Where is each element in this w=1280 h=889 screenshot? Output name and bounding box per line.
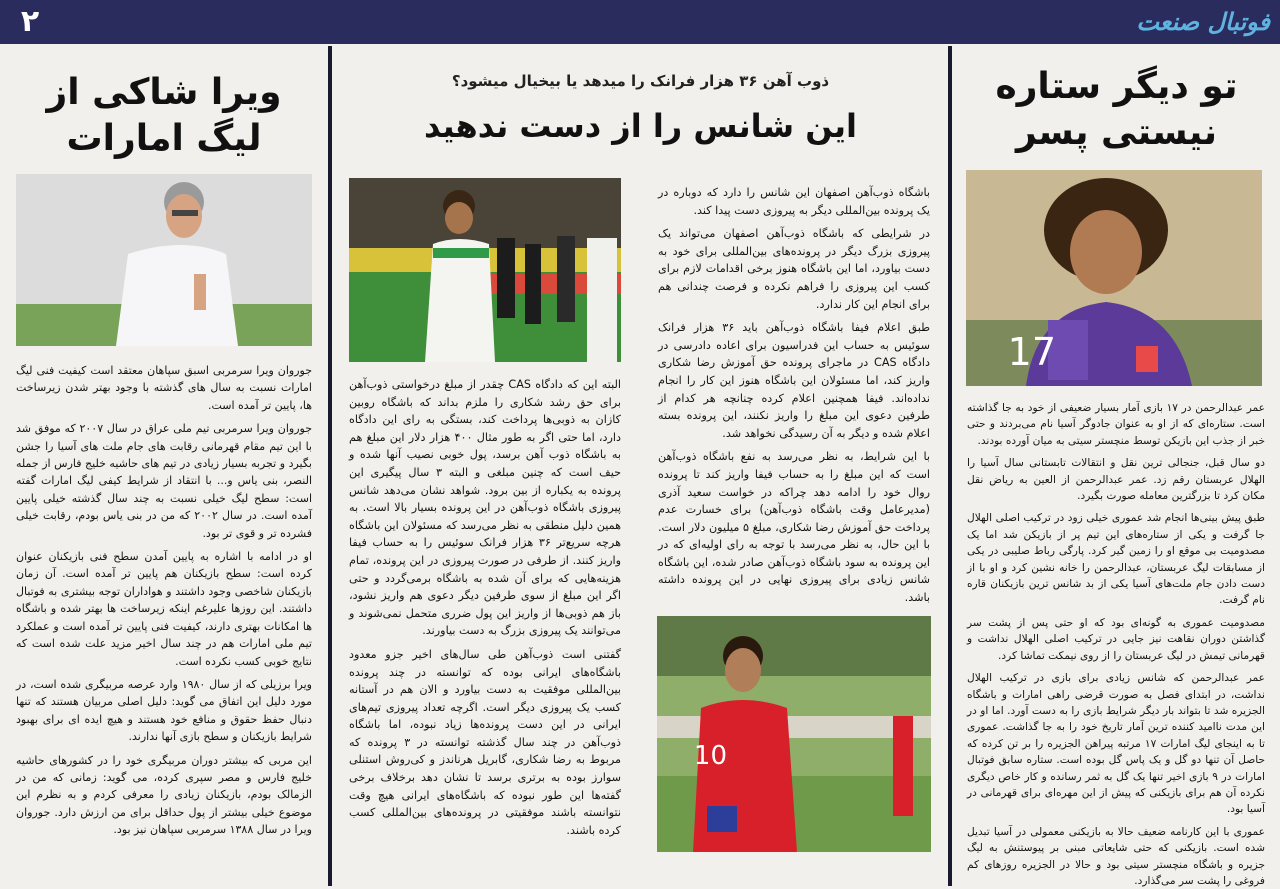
team-photo [349, 178, 621, 362]
article-omar-abdulrahman [953, 46, 1280, 887]
column-divider-right [948, 46, 952, 886]
paragraph: ویرا برزیلی که از سال ۱۹۸۰ وارد عرصه مربیگری شده است، در مورد دلیل این اتفاق می گوید: دلیل اصلی مربیان هستند که تنها دنبال حفظ حقوق و منافع خود هستند و هیچ ایده ای برای بهبود شرایط بازیکنان و سطح بازی آنها ندارند. [16, 677, 312, 744]
page-number: ۲ [20, 4, 40, 39]
paragraph: مصدومیت عموری به گونه‌ای بود که او حتی پس از پشت سر گذاشتن دوران نقاهت نیز جایی در ترکیب اصلی الهلال نداشت و قهرمانی تیمش در لیگ عربستان را از روی نیمکت تماشا کرد. [967, 616, 1265, 662]
paragraph: با این شرایط، به نظر می‌رسد به نفع باشگاه ذوب‌آهن است که این مبلغ را به حساب فیفا واریز کند تا پرونده روال خود را ادامه دهد چراکه در خواست سعید آذری (مدیرعامل وقت باشگاه ذوب‌آهن) برای خسارت عدم پرداخت حق آموزش رضا شکاری، مبلغ ۵ میلیون دلار است. با این حال، به نظر می‌رسد با توجه به رای اولیه‌ای که در این پرونده به سود باشگاه ذوب‌آهن صادر شده، این باشگاه شانس زیادی برای پیروزی نهایی در این پرونده داشته باشد. [658, 450, 930, 605]
article-title: این شانس را از دست ندهید [424, 107, 857, 145]
paragraph: او در ادامه با اشاره به پایین آمدن سطح فنی بازیکنان عنوان کرده است: سطح بازیکنان هم پایین تر آمده است. آن زمان بازیکنان شاخصی وجود داشتند و هواداران توجه بیشتری به فوتبال داشتند. این روزها علیرغم اینکه زیرساخت ها بهتر شده و باشگاه ها امکانات بهتری دارند، کیفیت فنی پایین تر آمده است و عملکرد تیم ملی امارات هم در چند سال اخیر مزید علت شده است که نتایج خوبی کسب نکرده است. [16, 550, 312, 668]
coach-photo [16, 174, 312, 346]
article-zob-ahan [333, 46, 948, 884]
paragraph: عمر عبدالرحمن در ۱۷ بازی آمار بسیار ضعیفی از خود به جا گذاشته است. ستاره‌ای که از او به عنوان جادوگر آسیا نام می‌بردند و حتی خبر از جذب این بازیکن توسط منچستر سیتی به میان آورده بودند. [967, 402, 1265, 447]
header-bar [0, 0, 1280, 44]
article-title [0, 70, 328, 162]
paragraph: گفتنی است ذوب‌آهن طی سال‌های اخیر جزو معدود باشگاه‌های ایرانی بوده که توانسته در چند پرونده بین‌المللی موفقیت به دست بیاورد و الان هم در آستانه کسب یک پیروزی دیگر است. اگرچه تعداد پیروزی تیم‌های ایرانی در این دست پرونده‌ها زیاد نبوده، اما باشگاه ذوب‌آهن در چند سال گذشته توانسته در ۳ پرونده که مربوط به رضا شکاری، گابریل هرناندز و کی‌روش استنلی سوارز بوده به برتری برسد تا نشان دهد برخلاف برخی گفته‌ها این طور نبوده که باشگاه‌های ایرانی هیچ وقت نتوانسته باشند موفقیتی در پرونده‌های بین‌المللی کسب کرده باشند. [349, 647, 622, 837]
player-photo [966, 170, 1262, 386]
paragraph: طبق اعلام فیفا باشگاه ذوب‌آهن باید ۳۶ هزار فرانک سوئیس به حساب این فدراسیون برای اعاده دادرسی در دادگاه CAS در ماجرای پرونده حق آموزش رضا شکاری واریز کند، اما مسئولان این باشگاه هنوز این کار را انجام نداده‌اند. فیفا همچنین اعلام کرده چنانچه هر کدام از طرفین دعوی این مبلغ را واریز نکنند، این پرونده بسته اعلام شده و دیگر به آن رسیدگی نخواهد شد. [658, 321, 931, 440]
paragraph: باشگاه ذوب‌آهن اصفهان این شانس را دارد که دوباره در یک پرونده بین‌المللی دیگر به پیروزی دست پیدا کند. [658, 186, 930, 217]
svg-text:10: 10 [693, 741, 727, 771]
paragraph: البته این که دادگاه CAS چقدر از مبلغ درخواستی ذوب‌آهن برای حق رشد شکاری را ملزم بداند که باشگاه روبین کازان به ذوبی‌ها پرداخت کند، بستگی به رای این دادگاه دارد، اما حتی اگر به طور مثال ۴۰۰ هزار دلار این مبلغ هم به باشگاه ذوب آهن برسد، پول خوبی نصیب آنها شده و حیف است که چنین مبلغی و البته ۳ سال پیگیری این پرونده به یکباره از بین برود. شواهد نشان می‌دهد شانس پیروزی باشگاه ذوب‌آهن در این پرونده بسیار بالا است. به همین دلیل منطقی به نظر می‌رسد که مسئولان این باشگاه هرچه سریع‌تر ۳۶ هزار فرانک سوئیس را به حساب فیفا واریز کنند. از طرفی در صورت پیروزی در این پرونده، تمام هزینه‌هایی که برای آن شده به باشگاه برمی‌گردد و حتی اگر این مبلغ از سوی طرفین دیگر دعوی هم واریز نشود، باز هم ذوبی‌ها از واریز این پول ضرری متحمل نمی‌شوند و می‌توانند یک پیروزی بزرگ به دست بیاورند. [349, 378, 622, 638]
player-portrait-icon [966, 170, 1262, 386]
paragraph: جوروان ویرا سرمربی اسبق سپاهان معتقد است کیفیت فنی لیگ امارات نسبت به سال های گذشته با وجود بهتر شدن زیرساخت ها، پایین تر آمده است. [16, 364, 312, 412]
paragraph: عموری با این کارنامه ضعیف حالا به بازیکنی معمولی در آسیا تبدیل شده است. بازیکنی که حتی شایعاتی مبنی بر پیوستنش به لیگ جزیره و باشگاه منچستر سیتی بود و حالا در الجزیره روزهای کم فروغی را پشت سر می‌گذارد. [967, 825, 1265, 887]
svg-text:17: 17 [1007, 330, 1056, 374]
paragraph: طبق پیش بینی‌ها انجام شد عموری خیلی زود در ترکیب اصلی الهلال جا گرفت و یکی از ستاره‌های این تیم پر از بازیکن شد اما یک مصدومیت بی موقع او را زمین گیر کرد. پارگی رباط صلیبی در یکی از مسابقات لیگ عربستان، عبدالرحمن را خانه نشین کرد و او با از دست دادن جام ملت‌های آسیا یکی از بد شانس ترین بازیکنان قاره نام گرفت. [967, 512, 1265, 607]
paragraph: دو سال قبل، جنجالی ترین نقل و انتقالات تابستانی سال آسیا را الهلال عربستان رقم زد. عمر عبدالرحمن از العین به ریاض نقل مکان کرد تا بزرگترین معامله صورت بگیرد. [967, 457, 1265, 503]
team-celebration-icon [349, 178, 621, 362]
paragraph: عمر عبدالرحمن که شانس زیادی برای بازی در ترکیب الهلال نداشت، در ابتدای فصل به صورت قرضی راهی امارات و باشگاه الجزیره شد تا بتواند بار دیگر شرایط بازی را به دست آورد. اما او در این مدت ناامید کننده ترین آمار تاریخ خود را به جا گذاشت. عموری تا به اینجای لیگ امارات ۱۷ مرتبه پیراهن الجزیره را بر تن کرده که حاصل آن تنها دو گل و یک پاس گل بوده است. ستاره سابق فوتبال امارات در ۹ بازی اخیر تنها یک گل به ثمر رسانده و کار خاص دیگری نکرده آن هم برای بازیکنی که پیش از این مهره‌ای برای قهرمانی در آسیا بود. [967, 672, 1266, 816]
article-vieira [0, 46, 328, 884]
paragraph: در شرایطی که باشگاه ذوب‌آهن اصفهان می‌تواند یک پیروزی بزرگ دیگر در پرونده‌های بین‌المللی برای خود به دست بیاورد، اما این باشگاه هنوز برخی اقدامات لازم برای کسب این پیروزی را فراهم نکرده و فرصت چندانی هم برای انجام این کار ندارد. [658, 227, 930, 311]
paragraph: این مربی که بیشتر دوران مربیگری خود را در کشورهای حاشیه خلیج فارس و مصر سپری کرده، می گوید: زمانی که من در الزمالک بودم، بازیکنان زیادی را معرفی کردم و به نظرم این موضوع خیلی بیشتر از پول حداقل برای من ارزش دارد. جوروان ویرا در سال ۱۳۸۸ سرمربی سپاهان نیز بود. [16, 753, 312, 837]
article-title [953, 64, 1280, 156]
article-body-left [349, 376, 621, 876]
title-line-2: لیگ امارات [66, 118, 262, 159]
brand-logo: فوتبال صنعت [1136, 7, 1270, 36]
article-body-right [658, 184, 930, 604]
title-line-1: تو دیگر ستاره [995, 66, 1238, 107]
player-photo-red [657, 616, 931, 852]
article-kicker: ذوب آهن ۳۶ هزار فرانک را میدهد یا بیخیال میشود؟ [451, 72, 830, 90]
column-divider-left [328, 46, 332, 886]
title-line-2: نیستی پسر [1015, 112, 1218, 153]
title-line-1: ویرا شاکی از [46, 72, 282, 113]
coach-portrait-icon [16, 174, 312, 346]
player-red-kit-icon [657, 616, 931, 852]
article-body [16, 362, 312, 882]
paragraph: جوروان ویرا سرمربی تیم ملی عراق در سال ۲۰۰۷ که موفق شد با این تیم مقام قهرمانی رقابت های جام ملت های آسیا را جشن بگیرد و تجربه بسیار زیادی در تیم های حاشیه خلیج فارس از جمله النصر، بنی یاس و... با انتقاد از شرایط کیفی لیگ امارات گفته است: سطح لیگ خیلی نسبت به چند سال گذشته خیلی پایین آمده است. در سال ۲۰۰۲ که من در بنی یاس بودم، رقابت خیلی فشرده تر و قوی تر بود. [16, 422, 312, 540]
article-body [967, 400, 1266, 887]
